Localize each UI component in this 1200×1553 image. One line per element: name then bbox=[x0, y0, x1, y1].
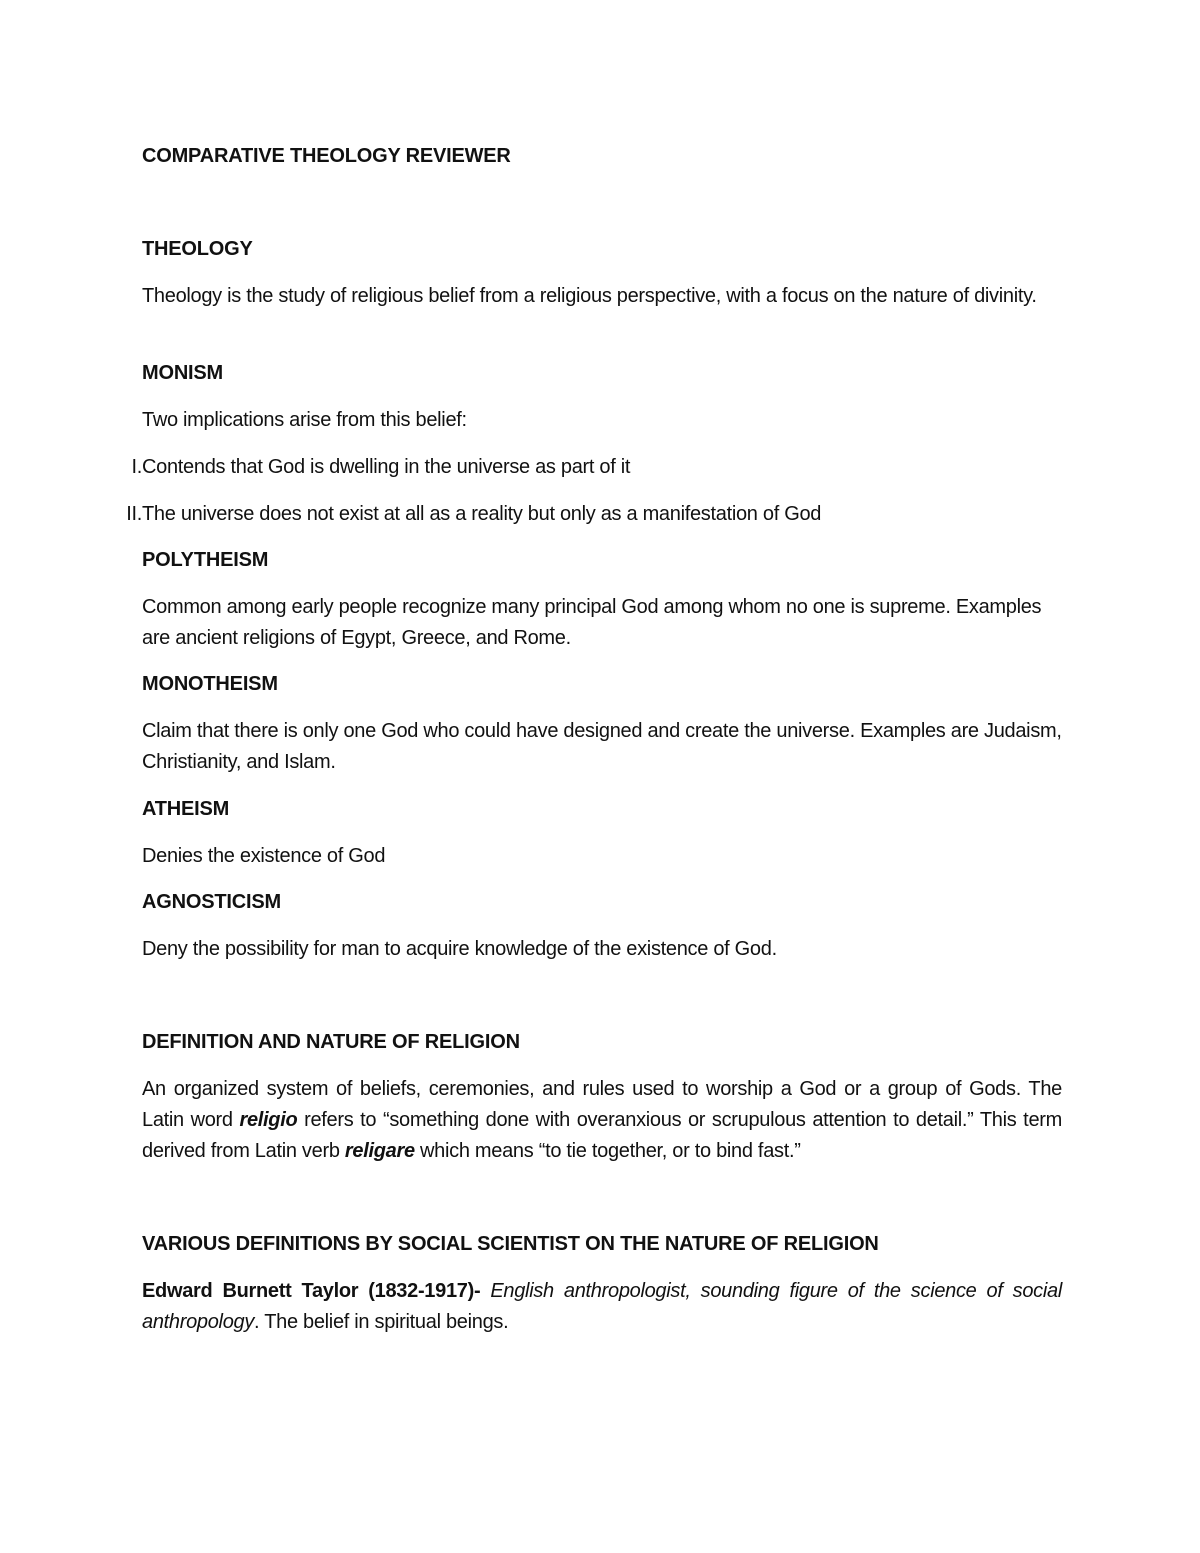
scientist-name: Edward Burnett Taylor (1832-1917)- bbox=[142, 1280, 481, 1302]
agnosticism-text: Deny the possibility for man to acquire knowledge of the existence of God. bbox=[142, 938, 777, 960]
scientists-heading: VARIOUS DEFINITIONS BY SOCIAL SCIENTIST ON THE NATURE OF RELIGION bbox=[142, 1233, 879, 1255]
latin-term-religio: religio bbox=[239, 1109, 298, 1131]
list-item-text: The universe does not exist at all as a reality but only as a manifestation of God bbox=[142, 503, 822, 525]
religion-heading: DEFINITION AND NATURE OF RELIGION bbox=[142, 1031, 520, 1053]
agnosticism-heading: AGNOSTICISM bbox=[142, 891, 281, 913]
religion-text-part: An organized system of beliefs, ceremonies, and rules used to worship a God or a group of Gods. The Latin word bbox=[142, 1078, 1062, 1131]
theology-text: Theology is the study of religious belief from a religious perspective, with a focus on the nature of divinity. bbox=[142, 285, 1037, 307]
scientist-description: English anthropologist, sounding figure of the science of social anthropology bbox=[142, 1280, 1062, 1333]
polytheism-heading: POLYTHEISM bbox=[142, 549, 269, 571]
scientist-entry bbox=[142, 1276, 1062, 1338]
monism-heading: MONISM bbox=[142, 362, 224, 384]
polytheism-text: Common among early people recognize many principal God among whom no one is supreme. Examples are ancient religions of Egypt, Greece, and Rome. bbox=[142, 596, 1042, 649]
monotheism-heading: MONOTHEISM bbox=[142, 673, 278, 695]
monism-intro: Two implications arise from this belief: bbox=[142, 409, 467, 431]
monotheism-text: Claim that there is only one God who could have designed and create the universe. Examples are Judaism, Christianity, and Islam. bbox=[142, 720, 1062, 773]
religion-text-part: refers to “something done with overanxious or scrupulous attention to detail.” This term derived from Latin verb bbox=[142, 1109, 1062, 1162]
religion-text-part: which means “to tie together, or to bind fast.” bbox=[414, 1140, 801, 1162]
atheism-heading: ATHEISM bbox=[142, 798, 230, 820]
theology-heading: THEOLOGY bbox=[142, 238, 253, 260]
atheism-text: Denies the existence of God bbox=[142, 845, 386, 867]
document-title: COMPARATIVE THEOLOGY REVIEWER bbox=[142, 145, 511, 167]
religion-text bbox=[142, 1074, 1062, 1167]
list-marker: I. bbox=[131, 456, 142, 478]
list-item-text: Contends that God is dwelling in the universe as part of it bbox=[142, 456, 631, 478]
list-marker: II. bbox=[126, 503, 142, 525]
scientist-definition: . The belief in spiritual beings. bbox=[254, 1311, 509, 1333]
latin-term-religare: religare bbox=[344, 1140, 415, 1162]
